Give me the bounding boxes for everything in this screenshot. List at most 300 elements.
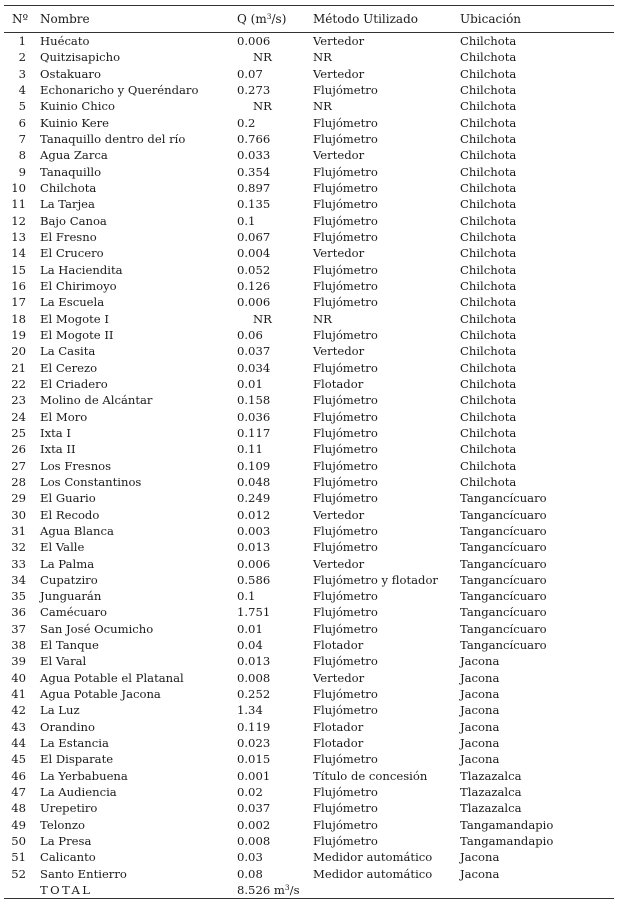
row-q: 0.048 (237, 474, 271, 489)
row-method: Flujómetro (313, 409, 378, 424)
row-q: 0.012 (237, 507, 271, 522)
row-location: Chilchota (460, 393, 517, 408)
row-method: Flujómetro (313, 474, 378, 489)
row-name: El Fresno (40, 229, 97, 244)
row-q: 1.751 (237, 605, 271, 620)
row-method: Flujómetro (313, 654, 378, 669)
row-num: 6 (18, 115, 26, 130)
table-row (4, 539, 614, 555)
row-name: La Yerbabuena (40, 768, 128, 783)
row-q: 0.034 (237, 360, 271, 375)
row-name: Agua Zarca (40, 148, 108, 163)
table-row (4, 311, 614, 327)
row-name: El Cerezo (40, 360, 98, 375)
row-location: Tangancícuaro (460, 572, 547, 587)
row-num: 30 (11, 507, 26, 522)
row-num: 42 (11, 703, 26, 718)
row-location: Chilchota (460, 34, 517, 48)
row-name: Cupatziro (40, 572, 98, 587)
row-method: Flujómetro (313, 687, 378, 702)
row-q: 0.023 (237, 736, 271, 751)
row-location: Jacona (460, 866, 500, 881)
row-location: Chilchota (460, 115, 517, 130)
row-location: Chilchota (460, 442, 517, 457)
row-q: 0.158 (237, 393, 271, 408)
row-location: Tlazazalca (460, 768, 522, 783)
table-row (4, 556, 614, 572)
table-row (4, 604, 614, 620)
row-name: La Escuela (40, 295, 105, 310)
row-method: Flujómetro (313, 295, 378, 310)
row-location: Chilchota (460, 458, 517, 473)
row-location: Chilchota (460, 66, 517, 81)
row-location: Chilchota (460, 229, 517, 244)
table-row (4, 849, 614, 865)
row-q: 0.013 (237, 654, 271, 669)
row-location: Jacona (460, 719, 500, 734)
row-method: Flujómetro (313, 621, 378, 636)
table-row (4, 784, 614, 800)
table-row (4, 343, 614, 359)
row-method: NR (313, 50, 332, 65)
row-location: Tangamandapio (460, 817, 554, 832)
row-method: Flujómetro (313, 703, 378, 718)
row-q: 0.119 (237, 719, 271, 734)
row-q: 0.2 (237, 115, 256, 130)
row-q: 0.002 (237, 817, 271, 832)
row-q: 0.11 (237, 442, 263, 457)
row-num: 49 (11, 817, 26, 832)
row-q: 0.004 (237, 246, 271, 261)
row-method: Flotador (313, 736, 364, 751)
table-row (4, 164, 614, 180)
row-num: 46 (11, 768, 26, 783)
row-method: Vertedor (313, 34, 365, 48)
table-row (4, 686, 614, 702)
row-num: 26 (11, 442, 26, 457)
row-num: 13 (11, 229, 26, 244)
row-method: Flujómetro (313, 262, 378, 277)
row-location: Chilchota (460, 180, 517, 195)
row-method: Flujómetro (313, 393, 378, 408)
row-name: El Crucero (40, 246, 104, 261)
table-row (4, 833, 614, 849)
row-location: Jacona (460, 736, 500, 751)
row-q: 0.126 (237, 278, 271, 293)
row-name: Agua Potable el Platanal (40, 670, 184, 685)
row-num: 21 (11, 360, 26, 375)
row-num: 7 (18, 131, 26, 146)
total-label: TOTAL (40, 883, 93, 898)
row-method: Flujómetro (313, 491, 378, 506)
row-location: Chilchota (460, 278, 517, 293)
row-num: 18 (11, 311, 26, 326)
row-num: 41 (11, 687, 26, 702)
row-location: Tangancícuaro (460, 556, 547, 571)
table-row (4, 98, 614, 114)
row-method: Medidor automático (313, 850, 433, 865)
row-method: Flujómetro (313, 278, 378, 293)
table-row (4, 751, 614, 767)
row-name: San José Ocumicho (40, 621, 154, 636)
row-num: 15 (11, 262, 26, 277)
row-num: 52 (11, 866, 26, 881)
row-location: Tangancícuaro (460, 491, 547, 506)
row-num: 50 (11, 834, 26, 849)
row-name: Ixta II (40, 442, 76, 457)
row-method: Flujómetro (313, 785, 378, 800)
table-body (4, 33, 614, 882)
row-method: Vertedor (313, 670, 365, 685)
table-row (4, 507, 614, 523)
row-location: Chilchota (460, 360, 517, 375)
row-num: 11 (11, 197, 26, 212)
row-num: 25 (11, 425, 26, 440)
row-q: 0.067 (237, 229, 271, 244)
table-row (4, 768, 614, 784)
row-location: Chilchota (460, 311, 517, 326)
row-q: 0.03 (237, 850, 263, 865)
table-row (4, 523, 614, 539)
row-name: El Moro (40, 409, 88, 424)
table-row (4, 294, 614, 310)
row-name: El Tanque (40, 638, 99, 653)
row-name: La Luz (40, 703, 80, 718)
row-method: Flujómetro (313, 360, 378, 375)
row-name: Los Fresnos (40, 458, 112, 473)
row-name: La Estancia (40, 736, 109, 751)
row-name: La Casita (40, 344, 96, 359)
row-q: NR (253, 99, 272, 114)
table-row (4, 866, 614, 882)
row-location: Jacona (460, 752, 500, 767)
row-method: Flujómetro (313, 197, 378, 212)
table-row (4, 82, 614, 98)
row-q: 0.036 (237, 409, 271, 424)
row-num: 28 (11, 474, 26, 489)
row-num: 12 (11, 213, 26, 228)
row-name: El Recodo (40, 507, 100, 522)
row-location: Chilchota (460, 344, 517, 359)
row-method: Vertedor (313, 148, 365, 163)
row-q: 0.006 (237, 34, 271, 48)
row-name: Ixta I (40, 425, 71, 440)
table-row (4, 327, 614, 343)
row-num: 36 (11, 605, 26, 620)
row-location: Chilchota (460, 148, 517, 163)
row-q: 0.1 (237, 589, 256, 604)
table-row (4, 817, 614, 833)
row-method: Flujómetro (313, 442, 378, 457)
row-method: Flujómetro (313, 540, 378, 555)
row-location: Jacona (460, 850, 500, 865)
table-row (4, 376, 614, 392)
row-location: Chilchota (460, 376, 517, 391)
table-row (4, 409, 614, 425)
row-num: 51 (11, 850, 26, 865)
row-location: Chilchota (460, 164, 517, 179)
row-name: El Disparate (40, 752, 114, 767)
row-method: Título de concesión (313, 768, 428, 783)
row-num: 44 (11, 736, 26, 751)
row-name: El Varal (40, 654, 87, 669)
row-q: 0.008 (237, 834, 271, 849)
row-location: Chilchota (460, 213, 517, 228)
row-num: 47 (11, 785, 26, 800)
row-q: 0.08 (237, 866, 263, 881)
header-q: Q $(m^3/s)$ (237, 12, 287, 26)
header-method: Método Utilizado (313, 12, 418, 26)
row-num: 3 (18, 66, 26, 81)
row-num: 27 (11, 458, 26, 473)
row-name: Chilchota (40, 180, 97, 195)
row-name: Telonzo (40, 817, 85, 832)
row-location: Tlazazalca (460, 801, 522, 816)
header-location: Ubicación (460, 12, 522, 26)
row-num: 20 (11, 344, 26, 359)
row-num: 2 (18, 50, 26, 65)
row-num: 29 (11, 491, 26, 506)
flow-table (4, 5, 614, 899)
row-method: Flujómetro (313, 327, 378, 342)
row-location: Tangancícuaro (460, 605, 547, 620)
table-row (4, 180, 614, 196)
row-num: 23 (11, 393, 26, 408)
row-q: 0.117 (237, 425, 271, 440)
table-row (4, 474, 614, 490)
table-row (4, 278, 614, 294)
row-name: Huécato (40, 34, 90, 48)
table-row (4, 490, 614, 506)
row-num: 4 (18, 82, 26, 97)
row-location: Tangamandapio (460, 834, 554, 849)
row-num: 1 (18, 34, 26, 48)
row-name: El Mogote II (40, 327, 114, 342)
table-row (4, 245, 614, 261)
row-method: Vertedor (313, 66, 365, 81)
row-name: El Mogote I (40, 311, 109, 326)
row-name: Bajo Canoa (40, 213, 107, 228)
row-method: NR (313, 99, 332, 114)
row-location: Jacona (460, 654, 500, 669)
row-method: Flujómetro y flotador (313, 572, 438, 587)
row-location: Chilchota (460, 99, 517, 114)
table-row (4, 800, 614, 816)
row-q: 0.04 (237, 638, 263, 653)
row-num: 10 (11, 180, 26, 195)
row-method: Flujómetro (313, 82, 378, 97)
row-num: 22 (11, 376, 26, 391)
row-q: 0.006 (237, 295, 271, 310)
row-q: 0.252 (237, 687, 271, 702)
row-num: 35 (11, 589, 26, 604)
row-name: Orandino (40, 719, 96, 734)
row-q: 0.003 (237, 523, 271, 538)
table-row (4, 441, 614, 457)
row-q: 0.052 (237, 262, 271, 277)
row-location: Chilchota (460, 327, 517, 342)
row-num: 38 (11, 638, 26, 653)
row-method: Flotador (313, 638, 364, 653)
total-value: 8.526 $m^3/s$ (237, 883, 300, 898)
row-q: 0.249 (237, 491, 271, 506)
header-name: Nombre (40, 12, 90, 26)
row-name: La Palma (40, 556, 95, 571)
row-name: Echonaricho y Queréndaro (40, 82, 199, 97)
table-row (4, 360, 614, 376)
row-method: Flujómetro (313, 817, 378, 832)
table-row (4, 458, 614, 474)
row-num: 31 (11, 523, 26, 538)
row-name: Calicanto (40, 850, 96, 865)
row-q: 0.273 (237, 82, 271, 97)
row-name: El Valle (40, 540, 85, 555)
table-row (4, 262, 614, 278)
row-q: 0.897 (237, 180, 271, 195)
row-location: Chilchota (460, 246, 517, 261)
row-location: Tangancícuaro (460, 540, 547, 555)
row-q: 0.135 (237, 197, 271, 212)
table-row (4, 115, 614, 131)
row-num: 48 (11, 801, 26, 816)
row-method: Vertedor (313, 507, 365, 522)
row-location: Chilchota (460, 82, 517, 97)
row-q: 0.06 (237, 327, 263, 342)
row-q: 0.354 (237, 164, 271, 179)
row-q: 0.001 (237, 768, 271, 783)
row-method: Flujómetro (313, 523, 378, 538)
table-row (4, 147, 614, 163)
table-row (4, 33, 614, 49)
row-method: Vertedor (313, 246, 365, 261)
table-row (4, 229, 614, 245)
table-row (4, 735, 614, 751)
row-method: Flujómetro (313, 229, 378, 244)
table-row (4, 213, 614, 229)
row-method: Flujómetro (313, 801, 378, 816)
row-location: Chilchota (460, 131, 517, 146)
row-location: Chilchota (460, 409, 517, 424)
table-row (4, 196, 614, 212)
row-location: Tangancícuaro (460, 638, 547, 653)
row-name: Los Constantinos (40, 474, 142, 489)
row-name: Quitzisapicho (40, 50, 121, 65)
row-method: Flujómetro (313, 115, 378, 130)
row-location: Tangancícuaro (460, 589, 547, 604)
row-method: Flujómetro (313, 180, 378, 195)
row-name: Agua Blanca (40, 523, 114, 538)
row-num: 17 (11, 295, 26, 310)
row-q: 0.07 (237, 66, 263, 81)
row-num: 34 (11, 572, 26, 587)
row-method: Flujómetro (313, 425, 378, 440)
table-row (4, 66, 614, 82)
row-method: Medidor automático (313, 866, 433, 881)
row-q: 0.006 (237, 556, 271, 571)
row-name: La Presa (40, 834, 92, 849)
row-q: NR (253, 311, 272, 326)
row-name: El Chirimoyo (40, 278, 117, 293)
row-method: Flujómetro (313, 131, 378, 146)
table-row (4, 637, 614, 653)
table-row (4, 621, 614, 637)
row-num: 33 (11, 556, 26, 571)
row-location: Jacona (460, 687, 500, 702)
row-method: Flujómetro (313, 589, 378, 604)
row-name: La Haciendita (40, 262, 123, 277)
row-location: Chilchota (460, 425, 517, 440)
row-method: Flujómetro (313, 834, 378, 849)
row-location: Chilchota (460, 474, 517, 489)
row-q: 0.1 (237, 213, 256, 228)
row-name: Ostakuaro (40, 66, 101, 81)
table-row (4, 588, 614, 604)
table-row (4, 572, 614, 588)
row-name: Kuinio Chico (40, 99, 115, 114)
row-method: Flujómetro (313, 164, 378, 179)
row-method: Flujómetro (313, 605, 378, 620)
row-q: 0.01 (237, 621, 263, 636)
row-q: 0.033 (237, 148, 271, 163)
total-row (4, 882, 614, 898)
row-q: 0.013 (237, 540, 271, 555)
row-name: Urepetiro (40, 801, 98, 816)
header-row (4, 6, 614, 32)
row-num: 40 (11, 670, 26, 685)
row-q: 0.109 (237, 458, 271, 473)
row-location: Tangancícuaro (460, 523, 547, 538)
row-num: 5 (18, 99, 26, 114)
row-method: Flotador (313, 376, 364, 391)
table-row (4, 653, 614, 669)
row-location: Jacona (460, 703, 500, 718)
row-q: 1.34 (237, 703, 263, 718)
row-num: 32 (11, 540, 26, 555)
row-name: Camécuaro (40, 605, 108, 620)
row-method: Flujómetro (313, 752, 378, 767)
row-location: Chilchota (460, 295, 517, 310)
row-q: 0.02 (237, 785, 263, 800)
row-num: 8 (18, 148, 26, 163)
row-num: 9 (18, 164, 26, 179)
row-q: 0.037 (237, 344, 271, 359)
bottom-rule (4, 898, 614, 899)
row-method: Flujómetro (313, 213, 378, 228)
table-row (4, 719, 614, 735)
table-row (4, 49, 614, 65)
table-row (4, 131, 614, 147)
row-location: Tlazazalca (460, 785, 522, 800)
row-q: 0.037 (237, 801, 271, 816)
row-location: Tangancícuaro (460, 507, 547, 522)
table-row (4, 670, 614, 686)
row-name: Junguarán (40, 589, 102, 604)
row-method: NR (313, 311, 332, 326)
row-location: Jacona (460, 670, 500, 685)
row-num: 19 (11, 327, 26, 342)
header-num: Nº (12, 12, 29, 26)
row-num: 37 (11, 621, 26, 636)
row-num: 39 (11, 654, 26, 669)
row-method: Flotador (313, 719, 364, 734)
row-name: Tanaquillo (40, 164, 102, 179)
table-row (4, 702, 614, 718)
row-num: 45 (11, 752, 26, 767)
row-num: 24 (11, 409, 26, 424)
row-name: Molino de Alcántar (40, 393, 153, 408)
table-row (4, 392, 614, 408)
row-location: Chilchota (460, 197, 517, 212)
